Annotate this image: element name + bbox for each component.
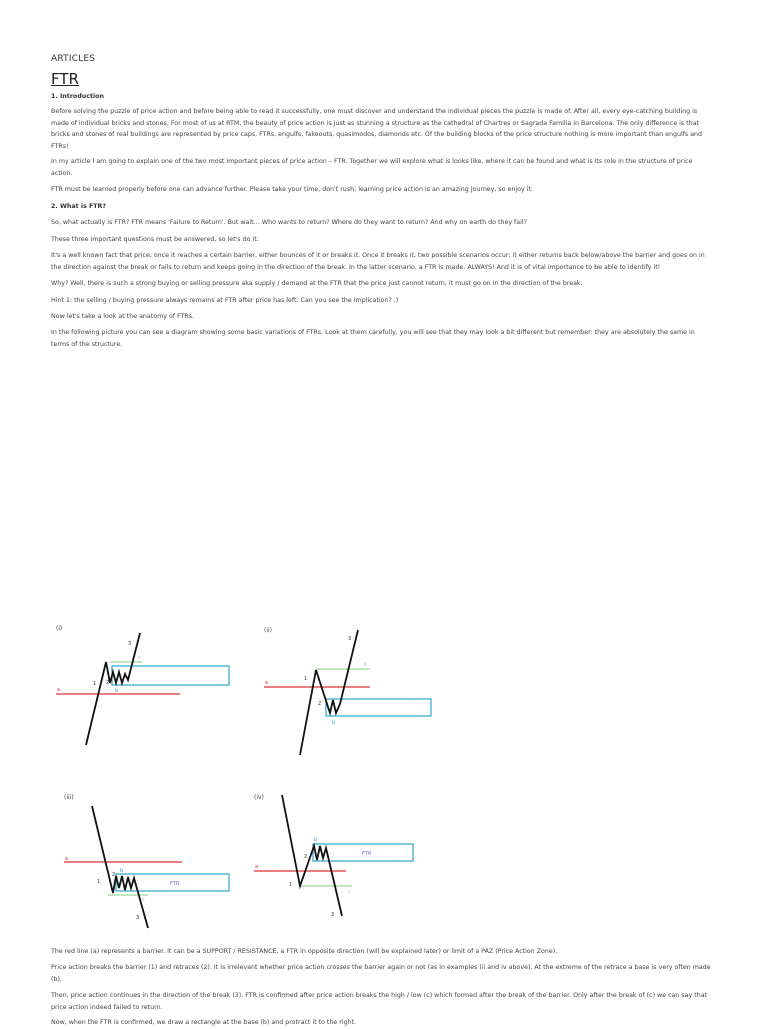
label-1-ii: 1 (304, 676, 308, 682)
label-b-iv: b (314, 837, 318, 843)
label-1-iii: 1 (97, 879, 101, 885)
paragraph: The red line (a) represents a barrier. It can be a SUPPORT / RESISTANCE, a FTR in opposite direction (will be explained later) or limit of a PAZ (Price Action Zone). (51, 948, 558, 955)
paragraph: Now, when the FTR is confirmed, we draw a rectangle at the base (b) and protract it to the right. (51, 1019, 357, 1026)
label-3-ii: 3 (348, 636, 352, 642)
label-a-iii: a (65, 856, 69, 862)
section-heading: 1. Introduction (51, 93, 104, 100)
price-path-iv (282, 795, 342, 916)
section-heading: 2. What is FTR? (51, 203, 107, 210)
article-title[interactable]: FTR (51, 70, 79, 88)
paragraph: Why? Well, there is such a strong buying or selling pressure aka supply / demand at the FTR that the price just cannot return, it must go on in the direction of the break. (51, 280, 583, 287)
paragraph: Then, price action continues in the direction of the break (3). FTR is confirmed after price action breaks the high / low (c) which formed after the break of the barrier. Only after the break of (c) we can say that price action indeed failed to return. (51, 992, 708, 1011)
label-2-i: 2 (106, 680, 110, 686)
panel-label-ii: (ii) (264, 627, 273, 634)
panel-label-iv: (iv) (254, 794, 264, 801)
panel-i (56, 625, 229, 745)
label-c-ii: c (364, 662, 367, 668)
section-title: ARTICLES (51, 54, 96, 64)
paragraph: These three important questions must be answered, so let's do it. (51, 236, 259, 243)
label-b-ii: b (332, 720, 336, 726)
label-3-iv: 3 (331, 912, 335, 918)
label-2-iv: 2 (304, 854, 308, 860)
label-a-i: a (57, 687, 61, 693)
panel-label-i: (i) (56, 625, 63, 632)
label-b-iii: b (120, 868, 124, 874)
paragraph: Now let's take a look at the anatomy of FTRs. (51, 313, 195, 320)
label-3-iii: 3 (136, 915, 140, 921)
price-path-iii (92, 806, 148, 928)
label-b-i: b (115, 688, 119, 694)
label-c-iii: c (142, 897, 145, 903)
paragraph: In the following picture you can see a diagram showing some basic variations of FTRs. Look at them carefully, you will see that they may look a bit different but remember: they are absolutely the same in terms of the structure. (51, 329, 695, 348)
label-c-i: c (138, 655, 141, 661)
paragraph: Before solving the puzzle of price action and before being able to read it successfully, one must discover and understand the individual pieces the puzzle is made of. After all, every eye-catching building is made of individual bricks and stones. For most of us at RTM, the beauty of price action is just as stunning a structure as the cathedral of Chartres or Sagrada Familia in Barcelona. The only difference is that bricks and stones of real buildings are represented by price caps, FTRs, engulfs, fakeouts, quasimodos, diamonds etc. Of the building blocks of the price structure nothing is more important than engulfs and FTRs! (51, 108, 703, 150)
label-3-i: 3 (128, 641, 132, 647)
price-path-i (86, 633, 140, 745)
ftr-label-iii: FTR (170, 881, 180, 887)
label-a-iv: a (255, 864, 259, 870)
paragraph: So, what actually is FTR? FTR means 'Failure to Return'. But wait… Who wants to return? Where do they want to return? And why on earth do they fail? (51, 219, 527, 226)
paragraph: FTR must be learned properly before one can advance further. Please take your time, don't rush; learning price action is an amazing journey, so enjoy it. (51, 186, 533, 193)
panel-iii (64, 794, 229, 928)
panel-label-iii: (iii) (64, 794, 74, 801)
price-path-ii (300, 630, 358, 755)
paragraph: Price action breaks the barrier (1) and retraces (2). It is irrelevant whether price action crosses the barrier again or not (as in examples (ii and iv above). At the extreme of the retrace a base is very often made (b). (51, 964, 711, 983)
panel-iv (254, 794, 413, 918)
panel-ii (264, 627, 431, 755)
label-1-i: 1 (93, 681, 97, 687)
label-2-iii: 2 (112, 872, 116, 878)
label-2-ii: 2 (318, 701, 322, 707)
ftr-label-iv: FTR (362, 851, 372, 857)
paragraph: It's a well known fact that price, once it reaches a certain barrier, either bounces of it or breaks it. Once it breaks it, two possible scenarios occur: it either returns back below/above the barrier and goes on in the direction against the break or fails to return and keeps going in the direction of the break. In the latter scenario, a FTR is made. ALWAYS! And it is of vital importance to be able to identify it! (51, 252, 705, 271)
ftr-box-ii (326, 699, 431, 716)
label-1-iv: 1 (289, 882, 293, 888)
paragraph: Hint 1: the selling / buying pressure always remains at FTR after price has left. Can you see the implication? ;) (51, 297, 399, 304)
label-a-ii: a (265, 680, 269, 686)
paragraph: In my article I am going to explain one of the two most important pieces of price action – FTR. Together we will explore what is looks like, where it can be found and what is its role in the structure of price action. (51, 158, 693, 177)
label-c-iv: c (348, 889, 351, 895)
ftr-diagram (0, 600, 768, 940)
